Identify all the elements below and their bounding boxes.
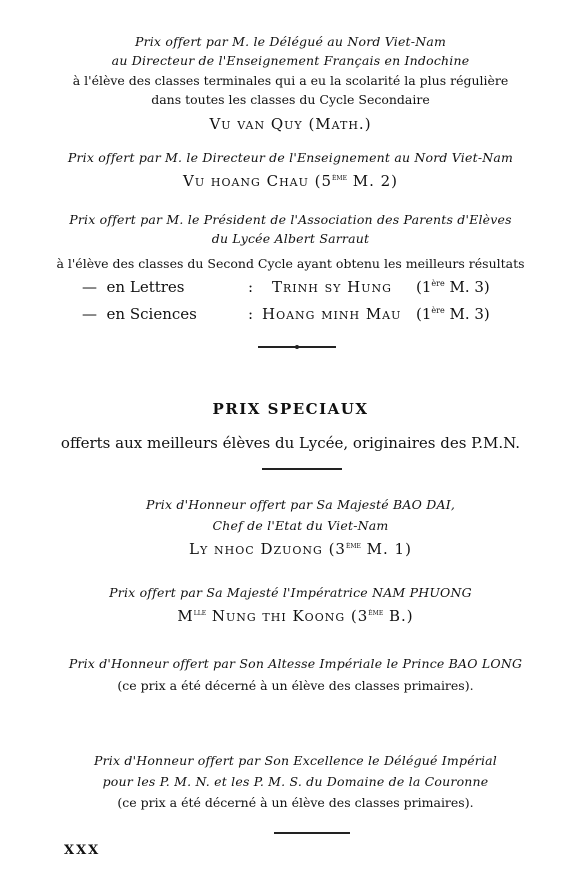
prize6-line2: (ce prix a été décerné à un élève des classes primaires). (117, 678, 474, 693)
row-class-tail: M. 3) (444, 278, 490, 296)
prize2-winner-sup: ème (332, 173, 347, 182)
divider-dot (295, 345, 299, 349)
prize5-winner-sup: ème (368, 608, 384, 617)
row-dash: — (82, 278, 97, 296)
prize2-winner-name: Vu hoang Chau (5 (182, 172, 333, 190)
prize3-line2: du Lycée Albert Sarraut (211, 231, 370, 246)
prize3-line1: Prix offert par M. le Président de l'Association des Parents d'Elèves (69, 212, 512, 227)
prize4-winner (40, 540, 561, 558)
prize5-winner-prefix-sup: lle (193, 608, 207, 617)
special-subheading: offerts aux meilleurs élèves du Lycée, originaires des P.M.N. (60, 434, 521, 452)
divider (274, 832, 350, 834)
prize1-line4: dans toutes les classes du Cycle Secondaire (151, 92, 430, 107)
prize2-line1: Prix offert par M. le Directeur de l'Enseignement au Nord Viet-Nam (67, 150, 514, 165)
row-class-sup: ère (431, 306, 445, 315)
prize7-line3: (ce prix a été décerné à un élève des classes primaires). (117, 795, 474, 810)
prize5-winner-name: Nung thi Koong (3 (206, 607, 369, 625)
prize7-line2: pour les P. M. N. et les P. M. S. du Domaine de la Couronne (102, 774, 489, 789)
prize3-row-lettres (82, 278, 185, 296)
row-field: en Lettres (106, 278, 185, 296)
prize4-winner-sup: ème (345, 541, 361, 550)
prize4-winner-tail: M. 1) (360, 540, 412, 558)
prize2-winner-tail: M. 2) (346, 172, 399, 190)
prize1-winner: Vu van Quy (Math.) (209, 115, 372, 133)
prize3-row-sciences (82, 305, 197, 323)
prize3-line3: à l'élève des classes du Second Cycle ayant obtenu les meilleurs résultats (56, 256, 525, 271)
prize4-line2: Chef de l'Etat du Viet-Nam (212, 518, 389, 533)
prize4-winner-name: Ly nhoc Dzuong (3 (189, 540, 346, 558)
page-number: XXX (64, 843, 101, 858)
prize1-line1: Prix offert par M. le Délégué au Nord Viet-Nam (134, 34, 447, 49)
prize1-line3: à l'élève des classes terminales qui a eu la scolarité la plus régulière (72, 73, 509, 88)
prize3-row-lettres-class (416, 278, 490, 296)
divider-ornament (258, 346, 336, 348)
prize3-row-lettres-name (272, 278, 392, 296)
prize2-winner (20, 172, 561, 190)
prize3-row-lettres-colon: : (248, 278, 254, 296)
row-name: Trinh sy Hung (272, 278, 392, 296)
row-class-tail: M. 3) (444, 305, 490, 323)
prize5-line1: Prix offert par Sa Majesté l'Impératrice NAM PHUONG (109, 585, 472, 600)
prize7-line1: Prix d'Honneur offert par Son Excellence le Délégué Impérial (93, 753, 498, 768)
prize5-winner (30, 607, 561, 625)
row-class-sup: ère (431, 279, 445, 288)
prize1-line2: au Directeur de l'Enseignement Français en Indochine (111, 53, 470, 68)
row-class-open: (1 (416, 305, 432, 323)
prize5-winner-tail: B.) (383, 607, 414, 625)
prize3-row-sciences-colon: : (248, 305, 254, 323)
row-class-open: (1 (416, 278, 432, 296)
divider (262, 468, 342, 470)
special-heading: PRIX SPECIAUX (212, 400, 369, 418)
prize3-row-sciences-name (262, 305, 401, 323)
prize5-winner-prefix: M (177, 607, 194, 625)
row-name: Hoang minh Mau (262, 305, 402, 323)
prize3-row-sciences-class (416, 305, 490, 323)
prize4-line1: Prix d'Honneur offert par Sa Majesté BAO DAI, (145, 497, 456, 512)
prize6-line1: Prix d'Honneur offert par Son Altesse Impériale le Prince BAO LONG (68, 656, 523, 671)
row-dash: — (82, 305, 97, 323)
row-field: en Sciences (106, 305, 197, 323)
